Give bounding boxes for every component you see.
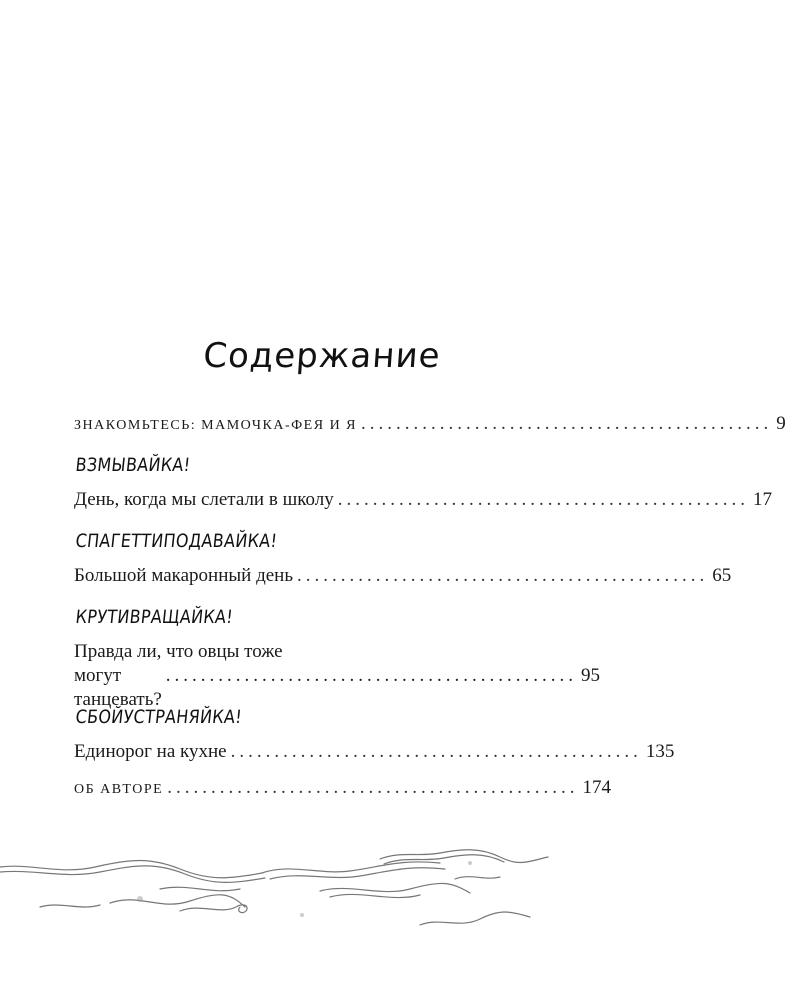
leader-dots: ............................................... (361, 413, 773, 434)
section-heading: СБОЙУСТРАНЯЙКА! (74, 705, 244, 728)
table-of-contents (74, 412, 786, 804)
toc-entry-chapter-4[interactable] (74, 740, 675, 768)
toc-entry-label: Единорог на кухне (74, 741, 227, 762)
wave-line (380, 850, 548, 863)
toc-entry-label-line1: Правда ли, что овцы тоже (74, 641, 283, 662)
toc-page-number: 95 (581, 665, 601, 686)
toc-page-number: 65 (712, 565, 732, 586)
wave-line (330, 894, 420, 897)
toc-page-number: 17 (752, 489, 772, 510)
toc-entry-label-line2: могут танцевать? (74, 665, 162, 710)
wave-line (0, 861, 262, 878)
wave-line (160, 887, 240, 890)
toc-page-number: 9 (776, 413, 786, 434)
toc-entry-chapter-3[interactable] (74, 640, 601, 710)
wave-line (180, 905, 247, 913)
leader-dots: ............................................... (337, 489, 749, 510)
leader-dots: ............................................... (230, 741, 642, 762)
toc-entry-label: Большой макаронный день (74, 565, 294, 586)
dust-dot (300, 913, 304, 917)
leader-dots: ............................................... (167, 777, 579, 798)
wave-line (40, 905, 100, 907)
leader-dots: ............................................... (165, 665, 578, 686)
toc-entry-chapter-2[interactable] (74, 564, 732, 592)
wave-line (420, 912, 530, 925)
wave-line (110, 895, 245, 907)
section-heading: КРУТИВРАЩАЙКА! (74, 605, 235, 628)
wave-decoration (0, 845, 644, 935)
section-heading: СПАГЕТТИПОДАВАЙКА! (74, 529, 279, 552)
toc-entry-label: ЗНАКОМЬТЕСЬ: МАМОЧКА-ФЕЯ И Я (74, 418, 358, 433)
toc-entry-chapter-1[interactable] (74, 488, 772, 516)
wave-line (320, 883, 470, 893)
leader-dots: ............................................... (297, 565, 709, 586)
wave-line (455, 877, 500, 879)
toc-entry-label: ОБ АВТОРЕ (74, 782, 164, 797)
toc-entry-intro[interactable] (74, 412, 786, 440)
section-heading: ВЗМЫВАЙКА! (74, 453, 192, 476)
dust-dot (468, 861, 472, 865)
toc-page-number: 135 (645, 741, 675, 762)
page-title: Содержание (201, 336, 443, 376)
toc-page-number: 174 (582, 777, 611, 798)
toc-entry-about[interactable] (74, 776, 611, 804)
dust-dot (137, 896, 143, 902)
toc-entry-label: День, когда мы слетали в школу (74, 489, 334, 510)
